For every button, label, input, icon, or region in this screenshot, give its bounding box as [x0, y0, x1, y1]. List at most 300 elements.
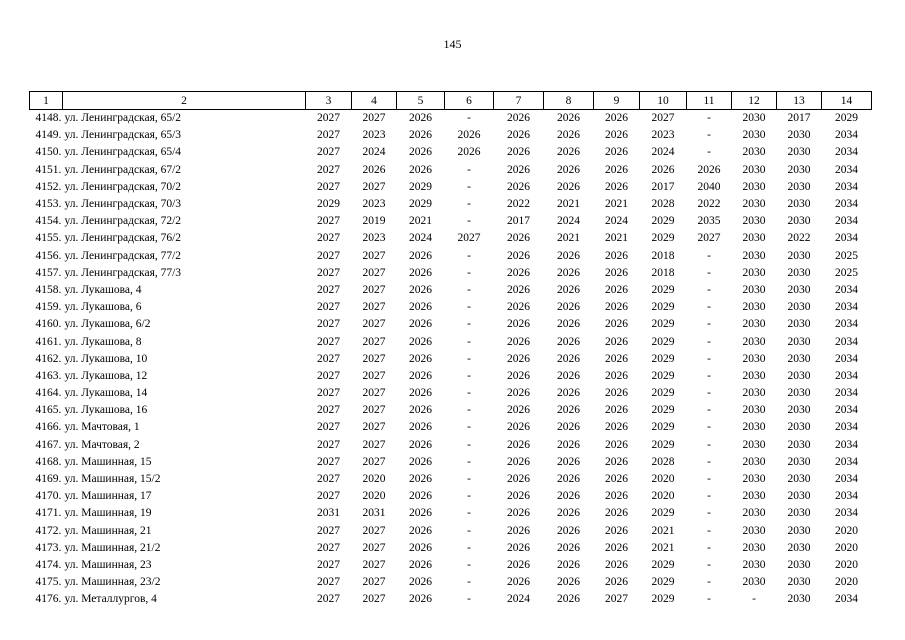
year-cell: 2030 [787, 387, 811, 400]
column-header: 1 [30, 92, 63, 110]
year-cell: 2026 [409, 473, 432, 486]
year-cell: 2030 [742, 301, 766, 314]
year-cell: 2029 [651, 593, 675, 606]
year-cell: 2026 [557, 112, 580, 125]
year-cell: 2027 [362, 318, 386, 331]
year-cell: 2027 [362, 283, 386, 296]
year-cell: 2026 [409, 558, 432, 571]
year-cell: 2020 [835, 524, 858, 537]
year-cell: 2029 [651, 404, 675, 417]
year-cell: 2026 [557, 301, 580, 314]
year-cell: - [467, 318, 471, 331]
table-row [30, 523, 872, 540]
year-cell: 2026 [409, 163, 432, 176]
year-cell: 2024 [605, 215, 628, 228]
year-cell: - [467, 387, 471, 400]
year-cell: 2026 [507, 473, 530, 486]
year-cell: 2026 [507, 335, 530, 348]
year-cell: 2017 [507, 215, 530, 228]
year-cell: 2027 [317, 369, 340, 382]
year-cell: 2021 [409, 215, 432, 228]
year-cell: - [707, 301, 711, 314]
year-cell: - [467, 249, 471, 262]
year-cell: 2026 [409, 387, 432, 400]
year-cell: 2027 [317, 232, 340, 245]
year-cell: 2027 [317, 249, 340, 262]
year-cell: - [707, 112, 711, 125]
year-cell: 2026 [605, 558, 628, 571]
row-number-cell: 4160. [35, 318, 62, 331]
year-cell: 2027 [457, 232, 481, 245]
year-cell: - [707, 421, 711, 434]
table-header [30, 92, 872, 110]
year-cell: 2031 [317, 507, 340, 520]
year-cell: 2034 [835, 129, 858, 142]
year-cell: 2034 [835, 404, 858, 417]
year-cell: 2026 [409, 283, 432, 296]
year-cell: 2027 [317, 473, 340, 486]
table-row [30, 591, 872, 608]
year-cell: 2027 [317, 112, 340, 125]
year-cell: 2027 [605, 593, 628, 606]
address-cell: ул. Машинная, 21/2 [64, 541, 161, 554]
year-cell: 2026 [697, 163, 721, 176]
year-cell: 2026 [605, 490, 628, 503]
year-cell: 2030 [787, 249, 811, 262]
year-cell: 2034 [835, 455, 858, 468]
address-cell: ул. Металлургов, 4 [64, 593, 157, 606]
table-body [30, 110, 872, 609]
column-header: 8 [544, 92, 594, 110]
year-cell: 2026 [605, 112, 628, 125]
year-cell: 2027 [317, 318, 340, 331]
page-number: 145 [443, 37, 462, 51]
address-cell: ул. Лукашова, 12 [64, 369, 148, 382]
year-cell: 2030 [742, 249, 766, 262]
year-cell: 2020 [651, 473, 675, 486]
row-number-cell: 4148. [35, 112, 62, 125]
year-cell: 2034 [835, 283, 858, 296]
year-cell: - [707, 524, 711, 537]
year-cell: - [467, 507, 471, 520]
year-cell: 2030 [742, 352, 766, 365]
year-cell: 2020 [835, 576, 858, 589]
year-cell: 2027 [362, 387, 386, 400]
row-number-cell: 4167. [35, 438, 62, 451]
table-row [30, 557, 872, 574]
row-number-cell: 4174. [35, 558, 62, 571]
year-cell: 2030 [787, 180, 811, 193]
table-row [30, 162, 872, 179]
year-cell: 2026 [409, 541, 432, 554]
year-cell: 2026 [605, 421, 628, 434]
year-cell: - [467, 301, 471, 314]
row-number-cell: 4168. [35, 455, 62, 468]
year-cell: 2034 [835, 473, 858, 486]
year-cell: 2034 [835, 180, 858, 193]
year-cell: 2027 [362, 335, 386, 348]
year-cell: - [707, 541, 711, 554]
column-header: 10 [640, 92, 687, 110]
year-cell: 2026 [557, 146, 580, 159]
year-cell: 2027 [362, 266, 386, 279]
year-cell: 2026 [605, 387, 628, 400]
year-cell: - [752, 593, 756, 606]
year-cell: 2026 [557, 369, 580, 382]
year-cell: 2026 [557, 404, 580, 417]
column-header: 9 [594, 92, 640, 110]
year-cell: - [467, 112, 471, 125]
row-number-cell: 4163. [35, 369, 62, 382]
year-cell: 2034 [835, 163, 858, 176]
year-cell: 2034 [835, 318, 858, 331]
row-number-cell: 4159. [35, 301, 62, 314]
year-cell: 2030 [742, 266, 766, 279]
year-cell: 2027 [317, 266, 340, 279]
year-cell: 2030 [742, 129, 766, 142]
year-cell: - [707, 387, 711, 400]
year-cell: 2030 [742, 369, 766, 382]
row-number-cell: 4162. [35, 352, 62, 365]
year-cell: 2026 [605, 301, 628, 314]
year-cell: 2026 [605, 129, 628, 142]
year-cell: 2022 [507, 198, 530, 211]
column-header: 3 [306, 92, 352, 110]
year-cell: 2029 [651, 421, 675, 434]
address-cell: ул. Лукашова, 4 [64, 283, 142, 296]
column-header: 4 [352, 92, 397, 110]
year-cell: 2030 [742, 576, 766, 589]
row-number-cell: 4166. [35, 421, 62, 434]
year-cell: 2026 [557, 490, 580, 503]
year-cell: 2027 [317, 558, 340, 571]
year-cell: - [707, 455, 711, 468]
column-header: 7 [494, 92, 544, 110]
year-cell: 2026 [507, 524, 530, 537]
address-cell: ул. Лукашова, 16 [64, 404, 148, 417]
address-cell: ул. Машинная, 17 [64, 490, 152, 503]
year-cell: 2026 [409, 576, 432, 589]
year-cell: 2034 [835, 593, 858, 606]
year-cell: 2027 [362, 438, 386, 451]
year-cell: 2030 [742, 335, 766, 348]
year-cell: 2029 [651, 318, 675, 331]
year-cell: 2026 [409, 524, 432, 537]
table-row [30, 179, 872, 196]
year-cell: 2027 [317, 129, 340, 142]
year-cell: 2030 [787, 507, 811, 520]
row-number-cell: 4152. [35, 180, 62, 193]
year-cell: 2035 [697, 215, 721, 228]
year-cell: 2029 [651, 507, 675, 520]
year-cell: 2026 [557, 421, 580, 434]
year-cell: 2027 [362, 301, 386, 314]
year-cell: 2029 [651, 335, 675, 348]
year-cell: 2026 [409, 438, 432, 451]
year-cell: 2026 [409, 421, 432, 434]
year-cell: 2026 [409, 490, 432, 503]
year-cell: 2026 [409, 129, 432, 142]
year-cell: 2026 [362, 163, 386, 176]
year-cell: 2026 [605, 404, 628, 417]
year-cell: 2027 [317, 524, 340, 537]
row-number-cell: 4158. [35, 283, 62, 296]
year-cell: 2026 [409, 369, 432, 382]
year-cell: 2026 [409, 112, 432, 125]
address-cell: ул. Ленинградская, 70/2 [64, 180, 182, 193]
year-cell: 2034 [835, 438, 858, 451]
year-cell: - [467, 421, 471, 434]
table-row [30, 419, 872, 436]
year-cell: 2026 [605, 146, 628, 159]
address-cell: ул. Ленинградская, 65/2 [64, 112, 182, 125]
year-cell: - [707, 146, 711, 159]
year-cell: 2026 [605, 249, 628, 262]
year-cell: 2026 [507, 541, 530, 554]
table-row [30, 282, 872, 299]
year-cell: - [467, 558, 471, 571]
year-cell: 2034 [835, 507, 858, 520]
year-cell: 2026 [507, 249, 530, 262]
address-cell: ул. Машинная, 23/2 [64, 576, 161, 589]
year-cell: 2026 [507, 490, 530, 503]
year-cell: 2030 [742, 455, 766, 468]
year-cell: 2017 [787, 112, 811, 125]
year-cell: 2026 [605, 369, 628, 382]
year-cell: 2026 [507, 352, 530, 365]
table-row [30, 299, 872, 316]
year-cell: 2026 [557, 473, 580, 486]
year-cell: 2030 [742, 198, 766, 211]
year-cell: 2027 [697, 232, 721, 245]
year-cell: 2031 [362, 507, 386, 520]
row-number-cell: 4165. [35, 404, 62, 417]
row-number-cell: 4149. [35, 129, 62, 142]
row-number-cell: 4154. [35, 215, 62, 228]
column-header: 2 [63, 92, 306, 110]
year-cell: 2026 [409, 455, 432, 468]
year-cell: - [467, 163, 471, 176]
table-row [30, 351, 872, 368]
table-row [30, 471, 872, 488]
year-cell: 2026 [507, 112, 530, 125]
year-cell: 2029 [835, 112, 858, 125]
address-cell: ул. Лукашова, 14 [64, 387, 148, 400]
year-cell: 2027 [362, 455, 386, 468]
year-cell: 2026 [507, 438, 530, 451]
year-cell: 2020 [835, 558, 858, 571]
year-cell: 2026 [507, 301, 530, 314]
year-cell: 2026 [557, 283, 580, 296]
address-cell: ул. Ленинградская, 77/2 [64, 249, 182, 262]
year-cell: 2026 [605, 283, 628, 296]
table-row [30, 230, 872, 247]
year-cell: 2022 [787, 232, 811, 245]
year-cell: 2022 [697, 198, 721, 211]
year-cell: 2027 [317, 215, 340, 228]
year-cell: 2027 [317, 163, 340, 176]
year-cell: 2030 [787, 352, 811, 365]
table-row [30, 333, 872, 350]
year-cell: 2030 [742, 524, 766, 537]
year-cell: - [467, 524, 471, 537]
year-cell: 2030 [742, 421, 766, 434]
year-cell: - [467, 369, 471, 382]
year-cell: - [707, 507, 711, 520]
year-cell: 2026 [507, 576, 530, 589]
address-cell: ул. Лукашова, 8 [64, 335, 142, 348]
year-cell: 2027 [362, 541, 386, 554]
year-cell: 2030 [787, 146, 811, 159]
table-row [30, 540, 872, 557]
year-cell: 2026 [557, 455, 580, 468]
year-cell: 2030 [742, 507, 766, 520]
year-cell: 2030 [742, 283, 766, 296]
header-row [30, 92, 872, 110]
year-cell: 2026 [409, 318, 432, 331]
year-cell: 2040 [697, 180, 721, 193]
year-cell: 2027 [362, 249, 386, 262]
year-cell: 2030 [787, 198, 811, 211]
year-cell: 2026 [507, 455, 530, 468]
year-cell: 2026 [507, 404, 530, 417]
year-cell: 2021 [651, 541, 675, 554]
year-cell: 2019 [362, 215, 386, 228]
year-cell: 2024 [557, 215, 580, 228]
year-cell: 2027 [362, 593, 386, 606]
year-cell: 2030 [787, 335, 811, 348]
year-cell: - [707, 335, 711, 348]
year-cell: 2026 [605, 541, 628, 554]
year-cell: 2030 [742, 163, 766, 176]
year-cell: 2026 [457, 129, 481, 142]
year-cell: 2027 [317, 541, 340, 554]
year-cell: 2018 [651, 266, 675, 279]
year-cell: 2026 [605, 473, 628, 486]
row-number-cell: 4164. [35, 387, 62, 400]
year-cell: 2029 [409, 198, 432, 211]
year-cell: 2029 [651, 438, 675, 451]
year-cell: 2025 [835, 266, 858, 279]
address-cell: ул. Лукашова, 10 [64, 352, 148, 365]
year-cell: 2026 [507, 369, 530, 382]
year-cell: 2027 [317, 593, 340, 606]
column-header: 6 [445, 92, 494, 110]
table-row [30, 144, 872, 161]
year-cell: 2029 [409, 180, 432, 193]
address-cell: ул. Лукашова, 6/2 [64, 318, 151, 331]
year-cell: 2030 [787, 558, 811, 571]
year-cell: 2026 [605, 507, 628, 520]
year-cell: 2026 [557, 507, 580, 520]
year-cell: - [467, 266, 471, 279]
year-cell: 2026 [507, 387, 530, 400]
year-cell: 2027 [317, 180, 340, 193]
year-cell: 2026 [605, 318, 628, 331]
year-cell: 2024 [409, 232, 432, 245]
year-cell: 2029 [651, 301, 675, 314]
year-cell: 2026 [605, 455, 628, 468]
year-cell: 2023 [362, 198, 386, 211]
year-cell: 2029 [651, 387, 675, 400]
year-cell: 2018 [651, 249, 675, 262]
year-cell: 2026 [507, 129, 530, 142]
year-cell: 2029 [651, 352, 675, 365]
year-cell: 2026 [605, 266, 628, 279]
year-cell: - [467, 473, 471, 486]
year-cell: - [707, 558, 711, 571]
year-cell: 2026 [457, 146, 481, 159]
year-cell: 2034 [835, 490, 858, 503]
column-header: 13 [777, 92, 822, 110]
year-cell: 2026 [557, 129, 580, 142]
year-cell: 2021 [605, 232, 628, 245]
year-cell: 2026 [605, 163, 628, 176]
year-cell: 2026 [507, 232, 530, 245]
row-number-cell: 4150. [35, 146, 62, 159]
year-cell: 2026 [557, 558, 580, 571]
year-cell: - [467, 283, 471, 296]
year-cell: 2030 [787, 576, 811, 589]
year-cell: - [467, 455, 471, 468]
year-cell: 2026 [651, 163, 675, 176]
year-cell: 2029 [651, 283, 675, 296]
year-cell: 2026 [557, 438, 580, 451]
year-cell: 2027 [317, 438, 340, 451]
column-header: 14 [822, 92, 872, 110]
year-cell: 2027 [317, 576, 340, 589]
address-cell: ул. Ленинградская, 65/3 [64, 129, 182, 142]
year-cell: 2030 [742, 473, 766, 486]
year-cell: - [467, 404, 471, 417]
year-cell: 2027 [362, 421, 386, 434]
year-cell: 2026 [605, 335, 628, 348]
year-cell: 2026 [507, 283, 530, 296]
year-cell: 2030 [787, 129, 811, 142]
year-cell: 2026 [557, 541, 580, 554]
row-number-cell: 4153. [35, 198, 62, 211]
year-cell: 2026 [605, 180, 628, 193]
row-number-cell: 4161. [35, 335, 62, 348]
year-cell: 2034 [835, 301, 858, 314]
year-cell: 2027 [317, 352, 340, 365]
year-cell: 2026 [557, 318, 580, 331]
year-cell: 2027 [317, 335, 340, 348]
year-cell: 2026 [557, 524, 580, 537]
year-cell: 2030 [787, 301, 811, 314]
year-cell: 2034 [835, 335, 858, 348]
year-cell: 2027 [317, 283, 340, 296]
year-cell: - [467, 180, 471, 193]
year-cell: 2017 [651, 180, 675, 193]
year-cell: 2026 [557, 576, 580, 589]
year-cell: 2026 [409, 593, 432, 606]
address-cell: ул. Машинная, 15 [64, 455, 152, 468]
address-cell: ул. Лукашова, 6 [64, 301, 142, 314]
year-cell: 2027 [317, 421, 340, 434]
year-cell: 2026 [507, 558, 530, 571]
year-cell: - [707, 593, 711, 606]
row-number-cell: 4173. [35, 541, 62, 554]
year-cell: 2029 [651, 558, 675, 571]
year-cell: 2034 [835, 421, 858, 434]
table-row [30, 402, 872, 419]
year-cell: - [467, 438, 471, 451]
year-cell: 2026 [409, 301, 432, 314]
year-cell: 2026 [605, 352, 628, 365]
table-row [30, 213, 872, 230]
row-number-cell: 4155. [35, 232, 62, 245]
